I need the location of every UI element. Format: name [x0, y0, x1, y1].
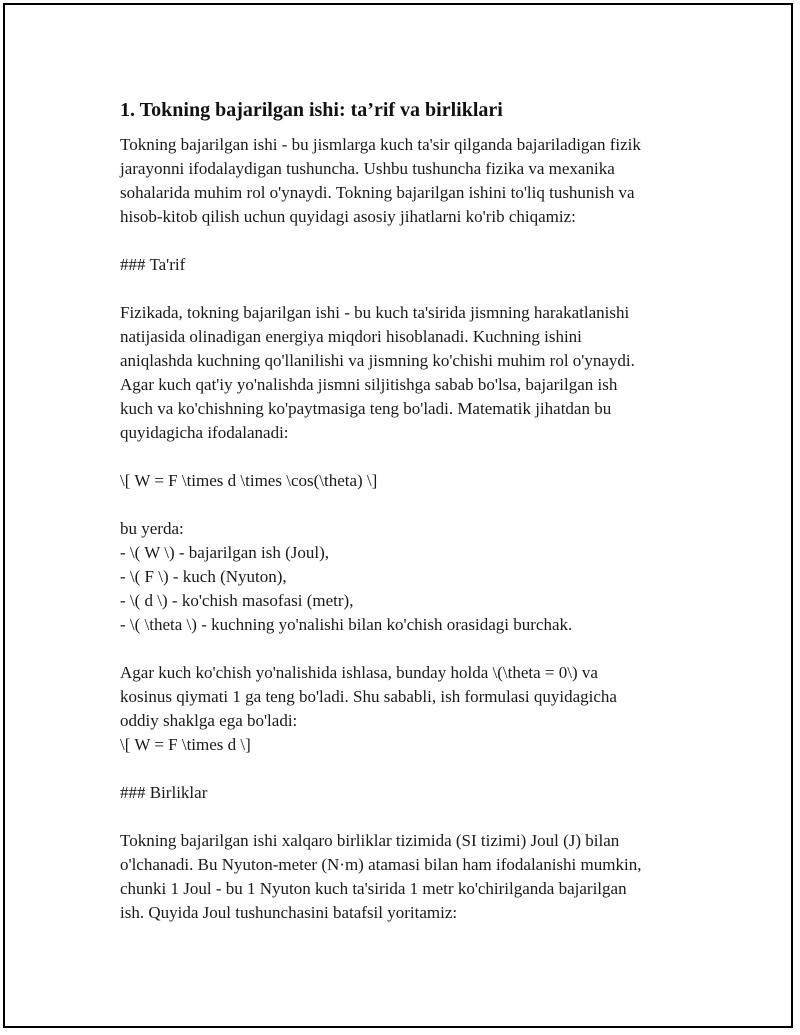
intro-paragraph: Tokning bajarilgan ishi - bu jismlarga kuch ta'sir qilganda bajariladigan fizik jarayonni ifodalaydigan tushuncha. Ushbu tushuncha fizika va mexanika sohalarida muhim rol o'ynaydi. Tokning bajarilgan ishini to'liq tushunish va hisob-kitob qilish uchun quyidagi asosiy jihatlarni ko'rib chiqamiz: [120, 135, 641, 226]
spacer [120, 493, 710, 517]
heading-tarif: ### Ta'rif [120, 255, 186, 274]
section-title: 1. Tokning bajarilgan ishi: ta’rif va birliklari [120, 99, 503, 121]
formula-full: \[ W = F \times d \times \cos(\theta) \] [120, 471, 378, 490]
definition-item: - \( \theta \) - kuchning yo'nalishi bilan ko'chish orasidagi burchak. [120, 615, 573, 634]
tarif-paragraph: Fizikada, tokning bajarilgan ishi - bu kuch ta'sirida jismning harakatlanishi natijasida olinadigan energiya miqdori hisoblanadi. Kuchning ishini aniqlashda kuchning qo'llanilishi va jismning ko'chishi muhim rol o'ynaydi. Agar kuch qat'iy yo'nalishda jismni siljitishga sabab bo'lsa, bajarilgan ish kuch va ko'chishning ko'paytmasiga teng bo'ladi. Matematik jihatdan bu quyidagicha ifodalanadi: [120, 303, 635, 442]
spacer [120, 229, 710, 253]
spacer [120, 805, 710, 829]
definition-item: - \( W \) - bajarilgan ish (Joul), [120, 543, 329, 562]
definition-item: - \( F \) - kuch (Nyuton), [120, 567, 287, 586]
spacer [120, 757, 710, 781]
document-page [3, 3, 793, 1028]
spacer [120, 277, 710, 301]
where-label: bu yerda: [120, 519, 184, 538]
special-case-paragraph: Agar kuch ko'chish yo'nalishida ishlasa, bunday holda \(\theta = 0\) va kosinus qiymati 1 ga teng bo'ladi. Shu sababli, ish formulasi quyidagicha oddiy shaklga ega bo'ladi: \[ W = F \times d \] [120, 663, 617, 754]
birliklar-paragraph: Tokning bajarilgan ishi xalqaro birliklar tizimida (SI tizimi) Joul (J) bilan o'lchanadi. Bu Nyuton-meter (N·m) atamasi bilan ham ifodalanishi mumkin, chunki 1 Joul - bu 1 Nyuton kuch ta'sirida 1 metr ko'chirilganda bajarilgan ish. Quyida Joul tushunchasini batafsil yoritamiz: [120, 831, 642, 922]
definition-item: - \( d \) - ko'chish masofasi (metr), [120, 591, 354, 610]
heading-birliklar: ### Birliklar [120, 783, 208, 802]
document-content [120, 97, 710, 925]
spacer [120, 637, 710, 661]
spacer [120, 445, 710, 469]
